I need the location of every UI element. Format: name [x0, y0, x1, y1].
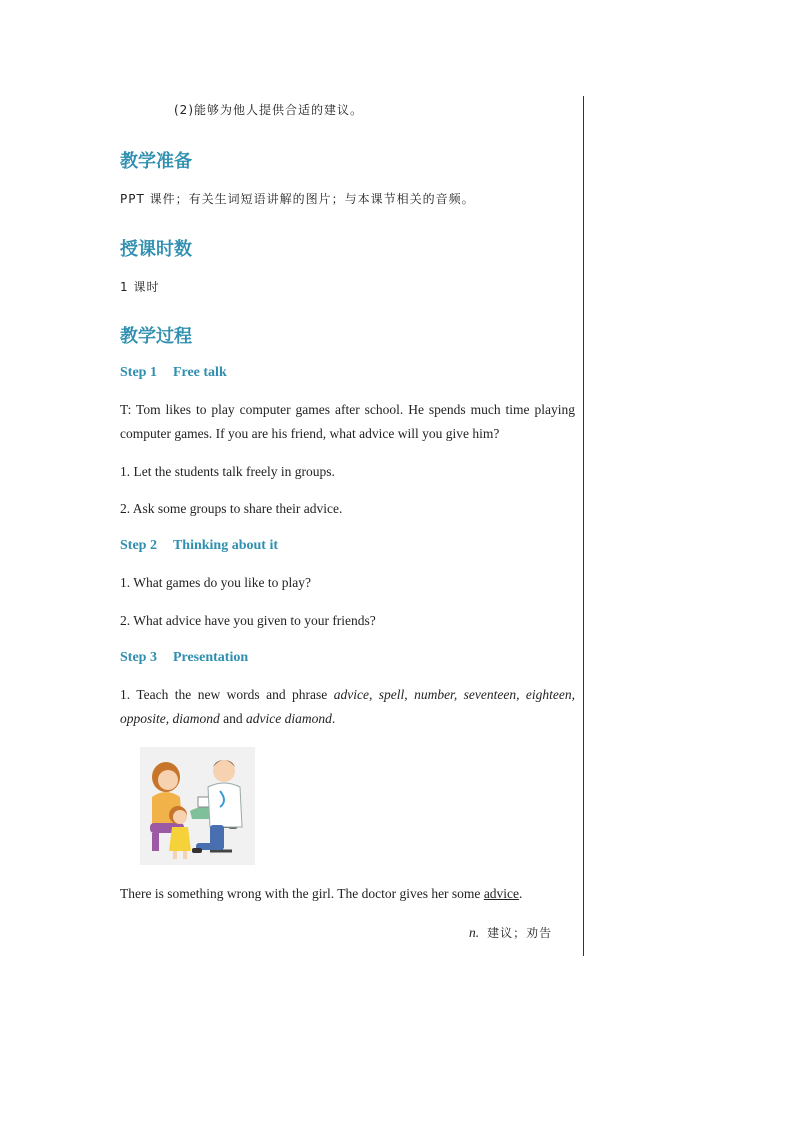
heading-process: 教学过程: [120, 326, 192, 347]
heading-prep: 教学准备: [120, 151, 192, 172]
step3-lead-text: 1. Teach the new words and phrase: [120, 687, 328, 702]
step3-number: Step 3: [120, 650, 157, 665]
step1-item1: 1. Let the students talk freely in groups.: [120, 464, 335, 479]
step3-phrase: advice diamond: [246, 711, 332, 726]
gloss-part-of-speech: n.: [469, 925, 480, 940]
step3-heading: [120, 650, 248, 666]
step1-intro: T: Tom likes to play computer games after school. He spends much time playing computer games. If you are his friend, what advice will you give him?: [120, 402, 575, 441]
step3-lead: [120, 683, 575, 731]
heading-time: 授课时数: [120, 239, 192, 260]
gloss-meaning: 建议；劝告: [487, 926, 553, 940]
step3-underlined-word: advice: [483, 886, 520, 901]
step3-and: and: [223, 711, 243, 726]
step1-number: Step 1: [120, 365, 157, 380]
step1-heading: [120, 365, 227, 381]
step3-sentence-text: There is something wrong with the girl. The doctor gives her some: [120, 886, 481, 901]
doctor-patient-icon: [140, 747, 255, 865]
step2-title: Thinking about it: [172, 538, 279, 553]
step3-sentence: [120, 886, 522, 902]
margin-rule: [583, 96, 584, 956]
step3-word-list: advice, spell, number, seventeen, eighteen, opposite, diamond: [120, 687, 576, 726]
prep-text: PPT 课件；有关生词短语讲解的图片；与本课节相关的音频。: [120, 192, 475, 206]
step2-number: Step 2: [120, 538, 157, 553]
doctor-patient-illustration: [140, 747, 255, 865]
step3-gloss: [469, 924, 552, 942]
step2-heading: [120, 538, 278, 554]
step1-title: Free talk: [172, 365, 227, 380]
objective-2: (2)能够为他人提供合适的建议。: [174, 103, 363, 117]
step3-sentence-end: .: [519, 886, 523, 901]
step2-item1: 1. What games do you like to play?: [120, 575, 311, 590]
step1-item2: 2. Ask some groups to share their advice.: [120, 501, 343, 516]
step3-title: Presentation: [172, 650, 249, 665]
step3-period: .: [331, 711, 336, 726]
time-text: 1 课时: [120, 280, 160, 294]
step2-item2: 2. What advice have you given to your friends?: [120, 613, 376, 628]
